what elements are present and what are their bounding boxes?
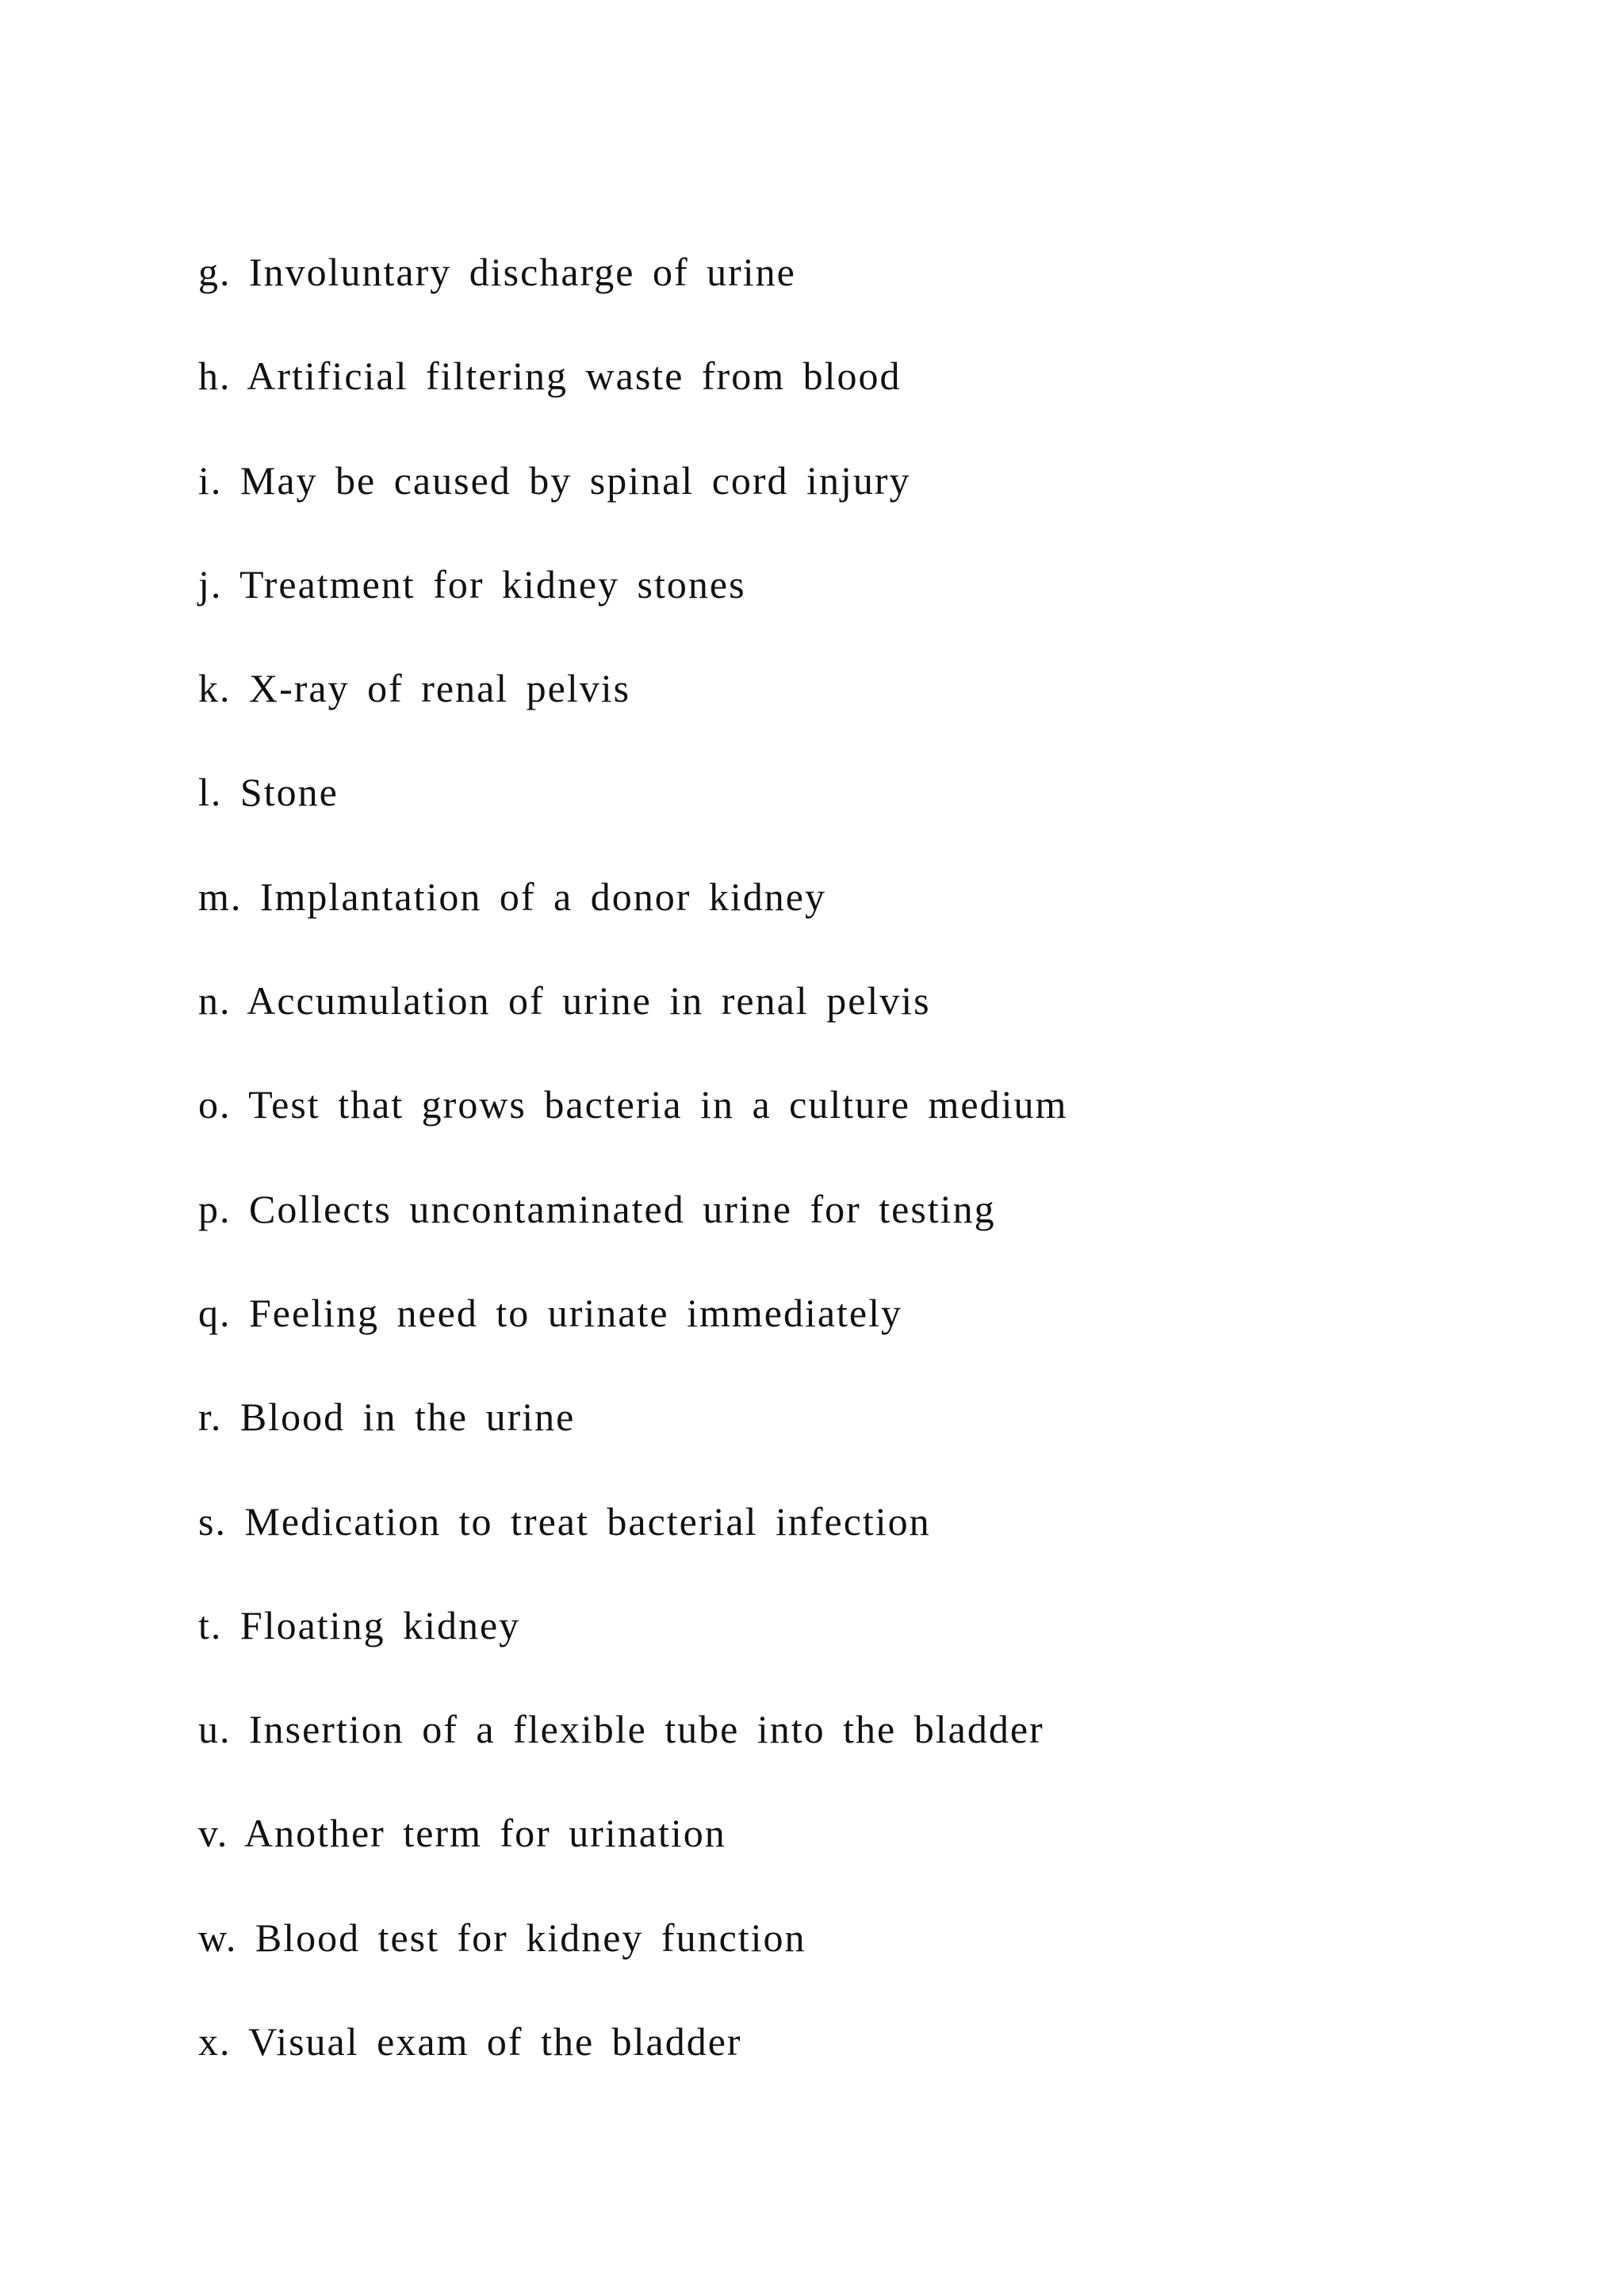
list-item: m. Implantation of a donor kidney (198, 874, 826, 919)
list-item: x. Visual exam of the bladder (198, 2019, 742, 2064)
matching-definitions-list (198, 247, 1067, 2121)
list-item: v. Another term for urination (198, 1811, 726, 1856)
list-item: o. Test that grows bacteria in a culture medium (198, 1082, 1068, 1127)
list-item: j. Treatment for kidney stones (198, 561, 746, 607)
list-item: u. Insertion of a flexible tube into the bladder (198, 1707, 1044, 1752)
list-item: n. Accumulation of urine in renal pelvis (198, 978, 931, 1024)
list-item: g. Involuntary discharge of urine (198, 250, 796, 294)
list-item: r. Blood in the urine (198, 1395, 576, 1440)
list-item: p. Collects uncontaminated urine for testing (198, 1186, 996, 1231)
list-item: k. X-ray of renal pelvis (198, 666, 631, 711)
list-item: t. Floating kidney (198, 1602, 521, 1647)
list-item: q. Feeling need to urinate immediately (198, 1290, 902, 1335)
list-item: i. May be caused by spinal cord injury (198, 457, 911, 503)
list-item: l. Stone (198, 770, 339, 815)
list-item: w. Blood test for kidney function (198, 1915, 806, 1960)
list-item: s. Medication to treat bacterial infection (198, 1498, 931, 1544)
list-item: h. Artificial filtering waste from blood (198, 354, 902, 399)
